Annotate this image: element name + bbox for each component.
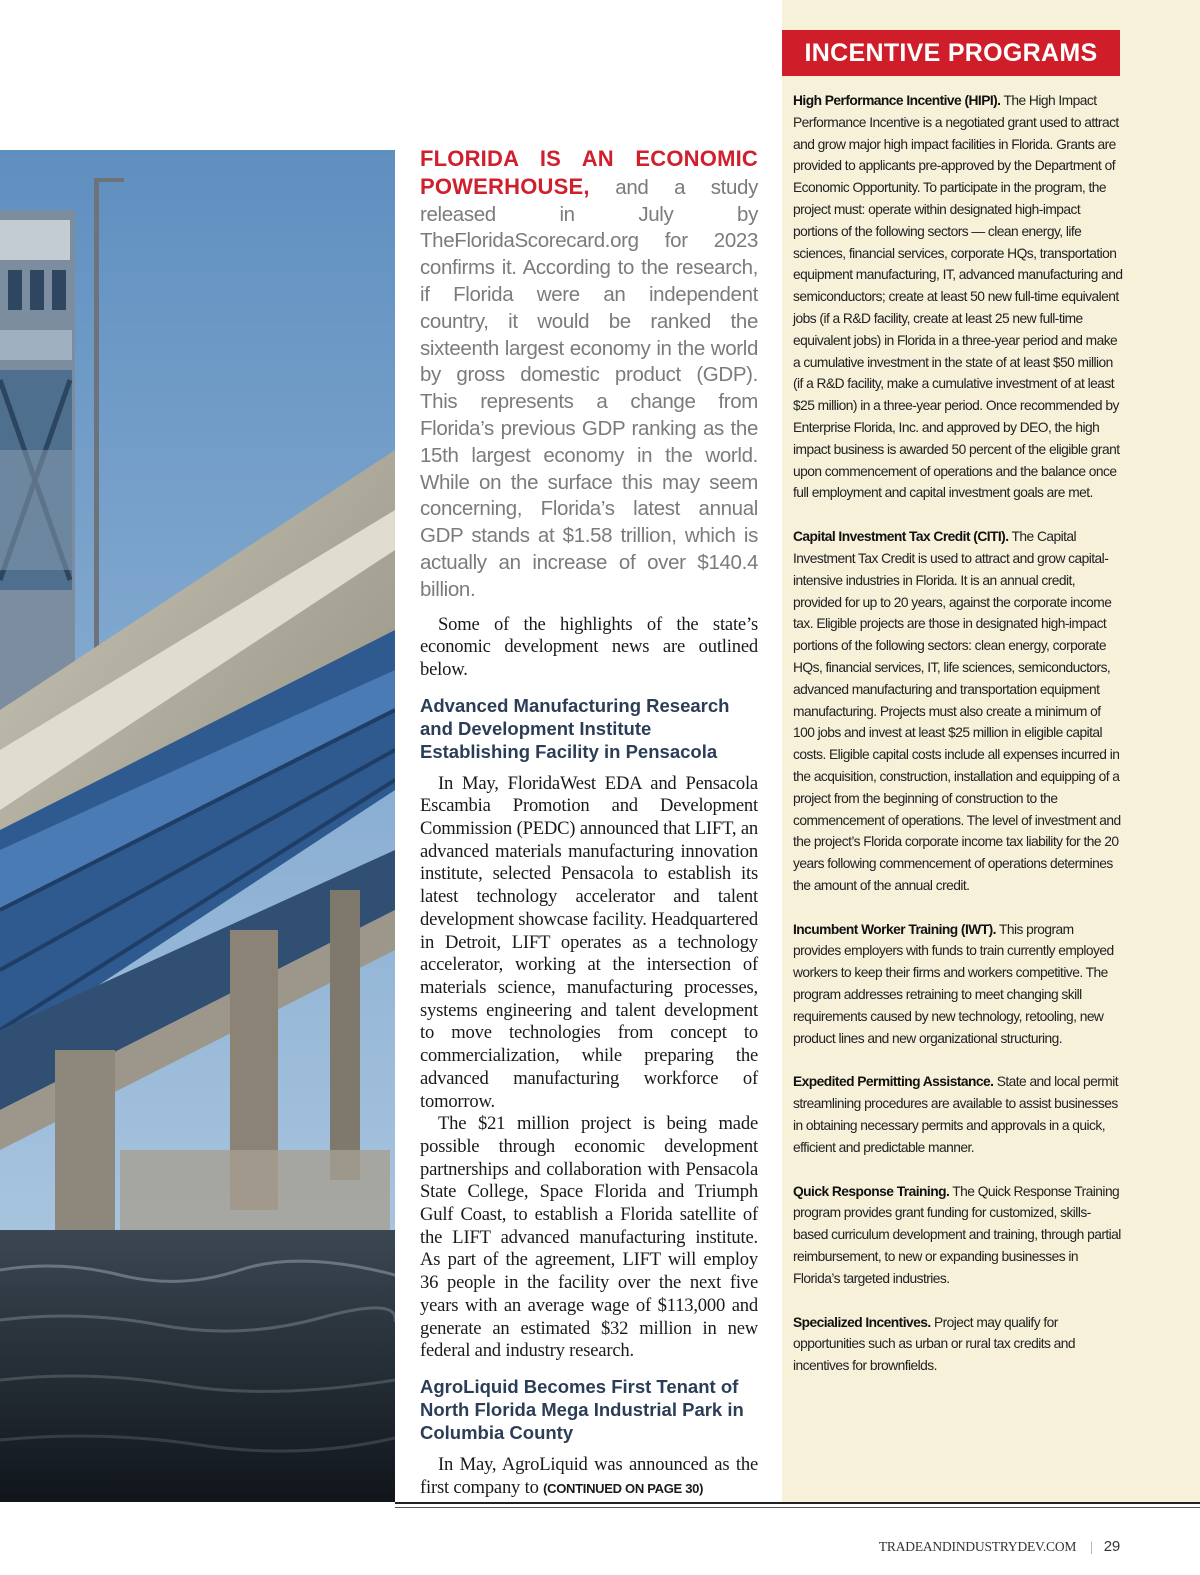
incentive-name: Quick Response Training. xyxy=(793,1183,950,1199)
article-paragraph: In May, FloridaWest EDA and Pensacola Escambia Promotion and Development Commission (PEDC) announced that LIFT, an advanced materials manufacturing innovation institute, selected Pensacola to establish its latest technology accelerator and talent development showcase facility. Headquartered in Detroit, LIFT operates as a technology accelerator, working at the intersection of materials science, manufacturing processes, systems engineering and talent development to move technologies from concept to commercialization, while preparing the advanced manufacturing workforce of tomorrow. xyxy=(420,772,758,1112)
sidebar-body xyxy=(793,90,1123,1399)
article-intro xyxy=(420,146,758,604)
incentive-name: Expedited Permitting Assistance. xyxy=(793,1074,994,1090)
incentive-text: The Capital Investment Tax Credit is used to attract and grow capital-intensive industries in Florida. It is an annual credit, provided for up to 20 years, against the corporate income tax. Eligible projects are those in designated high-impact portions of the following sectors: clean energy, corporate HQs, financial services, IT, life sciences, semiconductors, advanced manufacturing and transportation equipment manufacturing. Projects must also create a minimum of 100 jobs and invest at least $25 million in eligible capital costs. Eligible capital costs include all expenses incurred in the acquisition, construction, installation and equipping of a project from the beginning of construction to the commencement of operations. The level of investment and the project’s Florida corporate income tax liability for the 20 years following commencement of operations determines the amount of the annual credit. xyxy=(793,529,1121,893)
incentive-sidebar xyxy=(782,0,1200,1502)
article-subhead: AgroLiquid Becomes First Tenant of North Florida Mega Industrial Park in Columbia County xyxy=(420,1375,744,1443)
bridge-illustration xyxy=(0,150,395,1502)
page-footer xyxy=(600,1538,1120,1555)
incentive-item xyxy=(793,526,1123,897)
incentive-text: The Quick Response Training program provides grant funding for customized, skills-based curriculum development and training, through partial reimbursement, to new or expanding businesses in Florida’s targeted industries. xyxy=(793,1183,1121,1286)
article-subhead: Advanced Manufacturing Research and Development Institute Establishing Facility in Pensacola xyxy=(420,694,730,762)
sidebar-title: INCENTIVE PROGRAMS xyxy=(782,30,1120,76)
article-paragraph-text: In May, AgroLiquid was announced as the first company to xyxy=(420,1453,758,1498)
incentive-item xyxy=(793,90,1123,504)
incentive-text: The High Impact Performance Incentive is a negotiated grant used to attract and grow major high impact facilities in Florida. Grants are provided to applicants pre-approved by the Department of Economic Opportunity. To participate in the program, the project must: operate within designated high-impact portions of the following sectors — clean energy, life sciences, financial services, corporate HQs, transportation equipment manufacturing, IT, advanced manufacturing and semiconductors; create at least 50 new full-time equivalent jobs (if a R&D facility, create at least 25 new full-time equivalent jobs) in Florida in a three-year period and make a cumulative investment in the state of at least $50 million (if a R&D facility, make a cumulative investment of at least $25 million) in a three-year period. Once recommended by Enterprise Florida, Inc. and approved by DEO, the high impact business is awarded 50 percent of the eligible grant upon commencement of operations and the balance once full employment and capital investment goals are met. xyxy=(793,93,1123,501)
footer-separator: | xyxy=(1090,1539,1093,1554)
page-number: 29 xyxy=(1103,1538,1120,1555)
article-paragraph xyxy=(420,1454,758,1500)
incentive-text: State and local permit streamlining procedures are available to assist businesses in obtaining necessary permits and approvals in a quick, efficient and predictable manner. xyxy=(793,1074,1119,1155)
article-lead: FLORIDA IS AN ECONOMIC POWERHOUSE, xyxy=(420,146,758,199)
incentive-text: Project may qualify for opportunities such as urban or rural tax credits and incentives for brownfields. xyxy=(793,1314,1075,1374)
incentive-name: Capital Investment Tax Credit (CITI). xyxy=(793,529,1009,545)
incentive-name: Incumbent Worker Training (IWT). xyxy=(793,921,996,937)
bridge-photo xyxy=(0,150,395,1502)
footer-site-link[interactable]: TRADEANDINDUSTRYDEV.COM xyxy=(878,1539,1077,1554)
incentive-item xyxy=(793,1312,1123,1377)
article-column xyxy=(420,146,758,1500)
incentive-name: Specialized Incentives. xyxy=(793,1314,931,1330)
incentive-item xyxy=(793,919,1123,1050)
incentive-item xyxy=(793,1181,1123,1290)
article-paragraph: The $21 million project is being made possible through economic development partnerships and collaboration with Pensacola State College, Space Florida and Triumph Gulf Coast, to establish a Florida satellite of the LIFT advanced manufacturing institute. As part of the agreement, LIFT will employ 36 people in the facility over the next five years with an average wage of $113,000 and generate an estimated $32 million in new federal and industry research. xyxy=(420,1113,758,1362)
footer-rule xyxy=(395,1502,1200,1504)
incentive-name: High Performance Incentive (HIPI). xyxy=(793,93,1001,108)
article-intro-text: and a study released in July by TheFloridaScorecard.org for 2023 confirms it. According to the research, if Florida were an independent country, it would be ranked the sixteenth largest economy in the world by gross domestic product (GDP). This represents a change from Florida’s previous GDP ranking as the 15th largest economy in the world. While on the surface this may seem concerning, Florida’s latest annual GDP stands at $1.58 trillion, which is actually an increase of over $140.4 billion. xyxy=(420,175,758,601)
continued-note: (CONTINUED ON PAGE 30) xyxy=(543,1480,704,1496)
incentive-item xyxy=(793,1071,1123,1158)
article-paragraph: Some of the highlights of the state’s economic development news are outlined below. xyxy=(420,613,758,680)
footer-rule-thin xyxy=(395,1507,1200,1508)
incentive-text: This program provides employers with funds to train currently employed workers to keep their firms and workers competitive. The program addresses retraining to meet changing skill requirements caused by new technology, retooling, new product lines and new organizational structuring. xyxy=(793,921,1114,1046)
